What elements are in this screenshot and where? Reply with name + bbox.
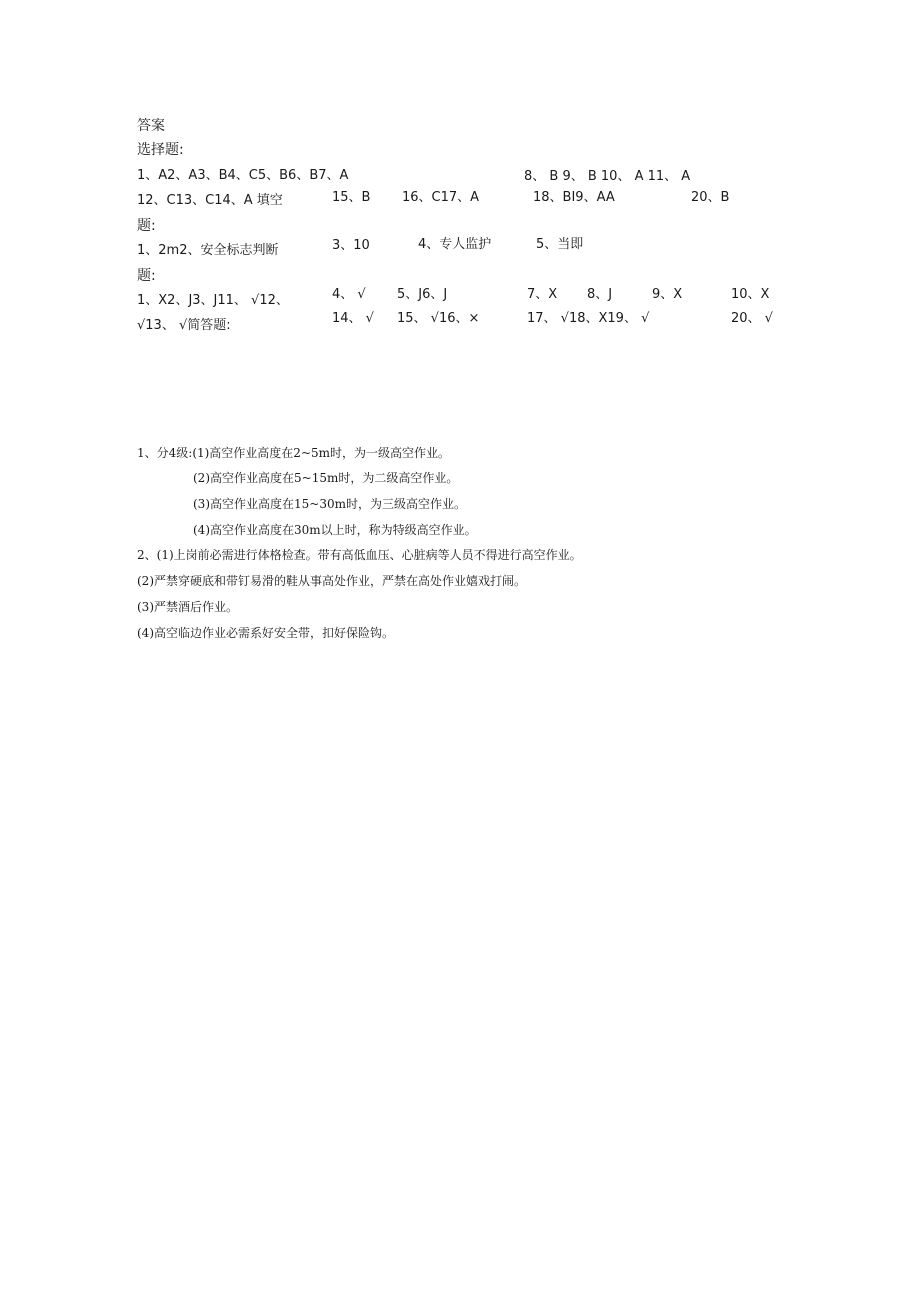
judge-answers-5-6: 5、J6、J xyxy=(397,287,448,302)
answer-1-line-4: (4)高空作业高度在30m以上时，称为特级高空作业。 xyxy=(193,523,477,537)
choice-answer-15: 15、B xyxy=(332,190,371,205)
answer-2-line-1: 2、(1)上岗前必需进行体格检查。带有高低血压、心脏病等人员不得进行高空作业。 xyxy=(137,548,582,562)
judge-answer-4: 4、 √ xyxy=(332,287,366,302)
heading: 答案 xyxy=(137,118,165,134)
answer-1-line-3: (3)高空作业高度在15~30m时，为三级高空作业。 xyxy=(193,497,466,511)
judge-answer-9: 9、X xyxy=(652,287,683,302)
judge-answer-14: 14、 √ xyxy=(332,311,374,326)
fill-answer-3: 3、10 xyxy=(332,238,370,253)
judge-answer-8: 8、J xyxy=(587,287,613,302)
choice-section-title: 选择题: xyxy=(137,142,184,158)
choice-answers-18-19: 18、BI9、AA xyxy=(533,190,615,205)
answer-2-line-4: (4)高空临边作业必需系好安全带，扣好保险钩。 xyxy=(137,626,394,640)
choice-answers-8-11: 8、 B 9、 B 10、 A 11、 A xyxy=(524,169,691,184)
choice-answers-1-7: 1、A2、A3、B4、C5、B6、B7、A xyxy=(137,168,349,183)
judge-answer-10: 10、X xyxy=(731,287,770,302)
fill-answers-1-2: 1、2m2、安全标志判断 xyxy=(137,243,279,258)
fill-answer-4: 4、专人监护 xyxy=(418,237,492,252)
choice-answers-12-14: 12、C13、C14、A 填空 xyxy=(137,193,283,208)
judge-answers-17-19: 17、 √18、X19、 √ xyxy=(527,311,650,326)
answer-1-line-1: 1、分4级:(1)高空作业高度在2~5m时，为一级高空作业。 xyxy=(137,446,451,460)
judge-section-title-cont: 题: xyxy=(137,268,156,284)
fill-answer-5: 5、当即 xyxy=(536,237,584,252)
judge-answers-13-and-short-title: √13、 √简答题: xyxy=(137,318,231,333)
judge-answers-15-16: 15、 √16、× xyxy=(397,311,480,326)
fill-section-title-cont: 题: xyxy=(137,218,156,234)
choice-answer-20: 20、B xyxy=(691,190,730,205)
judge-answer-20: 20、 √ xyxy=(731,311,773,326)
answer-2-line-3: (3)严禁酒后作业。 xyxy=(137,600,238,614)
answer-1-line-2: (2)高空作业高度在5~15m时，为二级高空作业。 xyxy=(193,471,459,485)
judge-answer-7: 7、X xyxy=(527,287,558,302)
judge-answers-1-12: 1、X2、J3、J11、 √12、 xyxy=(137,293,289,308)
choice-answers-16-17: 16、C17、A xyxy=(402,190,480,205)
answer-2-line-2: (2)严禁穿硬底和带钉易滑的鞋从事高处作业，严禁在高处作业嬉戏打闹。 xyxy=(137,574,527,588)
